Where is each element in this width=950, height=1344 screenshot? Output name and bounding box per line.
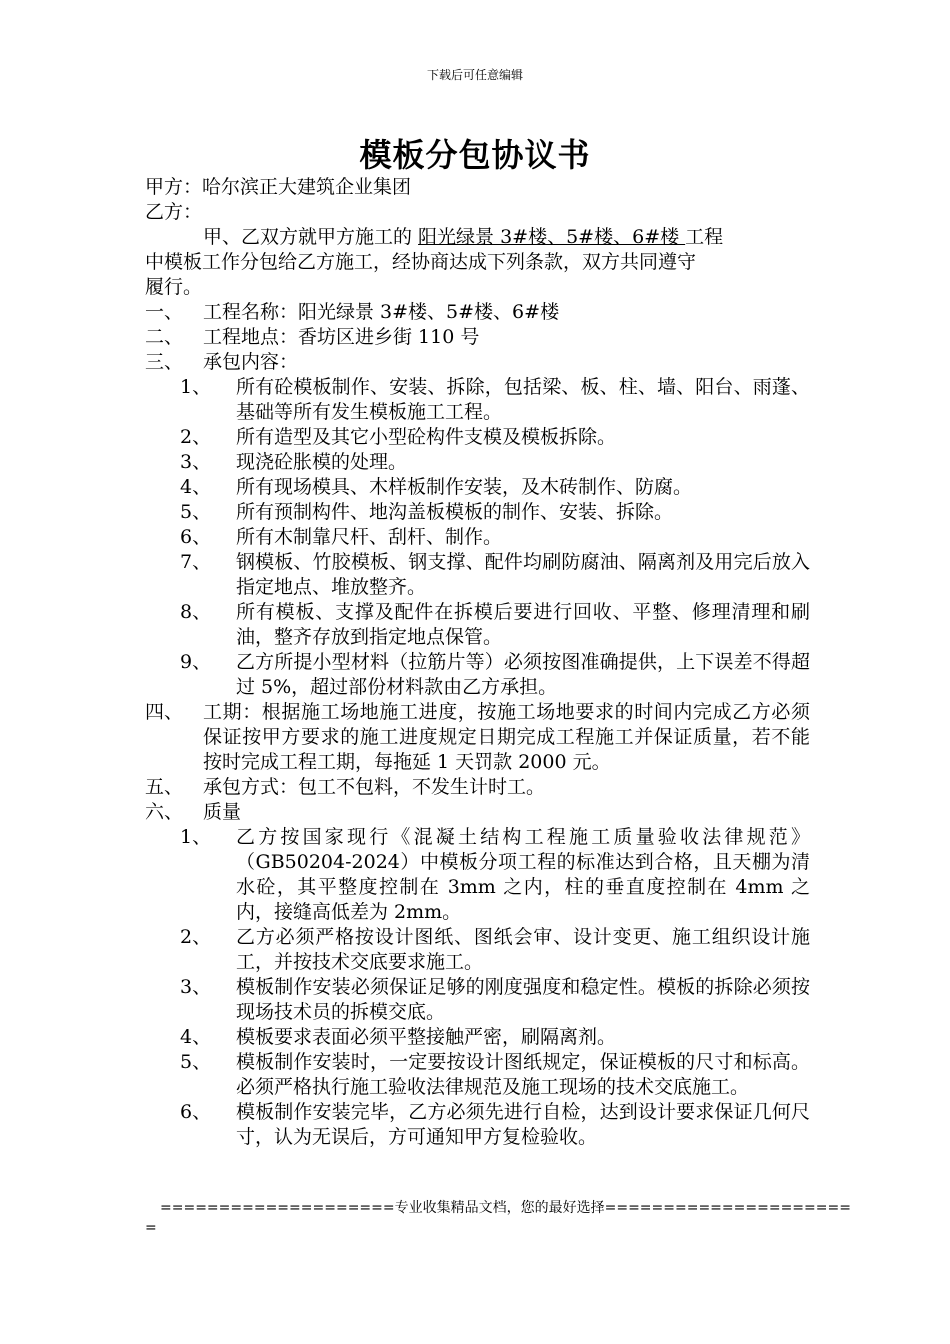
section-text: 工程地点：香坊区进乡街 110 号 [203, 326, 480, 348]
section-number: 四、 [145, 701, 184, 723]
item-number: 3、 [180, 451, 212, 473]
item-number: 3、 [180, 976, 212, 998]
scope-item-1 [145, 375, 810, 425]
item-number: 1、 [180, 376, 212, 398]
section-text: 工期：根据施工场地施工进度，按施工场地要求的时间内完成乙方必须保证按甲方要求的施工进度规定日期完成工程施工并保证质量，若不能按时完成工程工期，每拖延 1 天罚款 2000 元。 [203, 701, 810, 773]
section-text: 承包内容： [203, 351, 299, 373]
item-number: 6、 [180, 1101, 212, 1123]
item-number: 7、 [180, 551, 212, 573]
item-text: 钢模板、竹胶模板、钢支撑、配件均刷防腐油、隔离剂及用完后放入指定地点、堆放整齐。 [236, 551, 810, 598]
item-text: 所有木制靠尺杆、刮杆、制作。 [236, 526, 503, 548]
item-number: 1、 [180, 826, 212, 848]
scope-item-8 [145, 600, 810, 650]
intro-line-1 [145, 225, 810, 250]
section-text: 承包方式：包工不包料，不发生计时工。 [203, 776, 546, 798]
item-number: 4、 [180, 1026, 212, 1048]
scope-item-9 [145, 650, 810, 700]
scope-item-6 [145, 525, 810, 550]
party-a: 甲方：哈尔滨正大建筑企业集团 [145, 176, 412, 198]
item-text: 模板制作安装必须保证足够的刚度强度和稳定性。模板的拆除必须按现场技术员的拆模交底。 [236, 976, 810, 1023]
quality-item-1 [145, 825, 810, 925]
party-b: 乙方： [145, 201, 203, 223]
section-number: 一、 [145, 301, 184, 323]
scope-item-5 [145, 500, 810, 525]
section-number: 三、 [145, 351, 184, 373]
intro-after: 工程 [685, 226, 724, 248]
section-1 [145, 300, 810, 325]
scope-item-7 [145, 550, 810, 600]
item-text: 所有模板、支撑及配件在拆模后要进行回收、平整、修理清理和刷油，整齐存放到指定地点保管。 [236, 601, 810, 648]
quality-item-3 [145, 975, 810, 1025]
quality-item-4 [145, 1025, 810, 1050]
item-number: 9、 [180, 651, 212, 673]
item-number: 2、 [180, 926, 212, 948]
footer-line-2: = [145, 1220, 157, 1236]
intro-line-2: 中模板工作分包给乙方施工，经协商达成下列条款，双方共同遵守 [145, 251, 697, 273]
section-5 [145, 775, 810, 800]
scope-item-3 [145, 450, 810, 475]
section-number: 二、 [145, 326, 184, 348]
section-6 [145, 800, 810, 825]
section-4 [145, 700, 810, 775]
item-text: 模板制作安装完毕，乙方必须先进行自检，达到设计要求保证几何尺寸，认为无误后，方可通知甲方复检验收。 [236, 1101, 810, 1148]
document-body [145, 175, 810, 1150]
item-text: 乙方必须严格按设计图纸、图纸会审、设计变更、施工组织设计施工，并按技术交底要求施工。 [236, 926, 810, 973]
footer-note [145, 1198, 851, 1238]
section-number: 六、 [145, 801, 184, 823]
section-2 [145, 325, 810, 350]
item-text: 所有现场模具、木样板制作安装，及木砖制作、防腐。 [236, 476, 693, 498]
item-number: 2、 [180, 426, 212, 448]
footer-line-1: ====================专业收集精品文档，您的最好选择===================== [160, 1200, 851, 1216]
intro-line-3: 履行。 [145, 276, 203, 298]
item-text: 所有砼模板制作、安装、拆除，包括梁、板、柱、墙、阳台、雨蓬、基础等所有发生模板施工工程。 [236, 376, 810, 423]
scope-item-4 [145, 475, 810, 500]
item-text: 乙方所提小型材料（拉筋片等）必须按图准确提供，上下误差不得超过 5%，超过部份材料款由乙方承担。 [236, 651, 810, 698]
item-number: 8、 [180, 601, 212, 623]
section-3 [145, 350, 810, 375]
intro-project: 阳光绿景 3#楼、5#楼、6#楼 [418, 226, 686, 248]
quality-item-5 [145, 1050, 810, 1100]
item-text: 模板要求表面必须平整接触严密，刷隔离剂。 [236, 1026, 617, 1048]
section-text: 工程名称：阳光绿景 3#楼、5#楼、6#楼 [203, 301, 560, 323]
item-number: 4、 [180, 476, 212, 498]
item-text: 现浇砼胀模的处理。 [236, 451, 408, 473]
quality-item-6 [145, 1100, 810, 1150]
item-number: 6、 [180, 526, 212, 548]
intro-before: 甲、乙双方就甲方施工的 [203, 226, 419, 248]
quality-item-2 [145, 925, 810, 975]
item-number: 5、 [180, 1051, 212, 1073]
item-text: 乙方按国家现行《混凝土结构工程施工质量验收法律规范》（GB50204-2024）中模板分项工程的标准达到合格，且天棚为清水砼，其平整度控制在 3mm 之内，柱的垂直度控制在 4mm 之内，接缝高低差为 2mm。 [236, 826, 810, 923]
document-title: 模板分包协议书 [359, 136, 591, 174]
scope-item-2 [145, 425, 810, 450]
section-number: 五、 [145, 776, 184, 798]
item-text: 模板制作安装时，一定要按设计图纸规定，保证模板的尺寸和标高。必须严格执行施工验收法律规范及施工现场的技术交底施工。 [236, 1051, 810, 1098]
section-text: 质量 [203, 801, 242, 823]
item-text: 所有造型及其它小型砼构件支模及模板拆除。 [236, 426, 617, 448]
item-text: 所有预制构件、地沟盖板模板的制作、安装、拆除。 [236, 501, 674, 523]
item-number: 5、 [180, 501, 212, 523]
header-note: 下载后可任意编辑 [426, 68, 523, 82]
